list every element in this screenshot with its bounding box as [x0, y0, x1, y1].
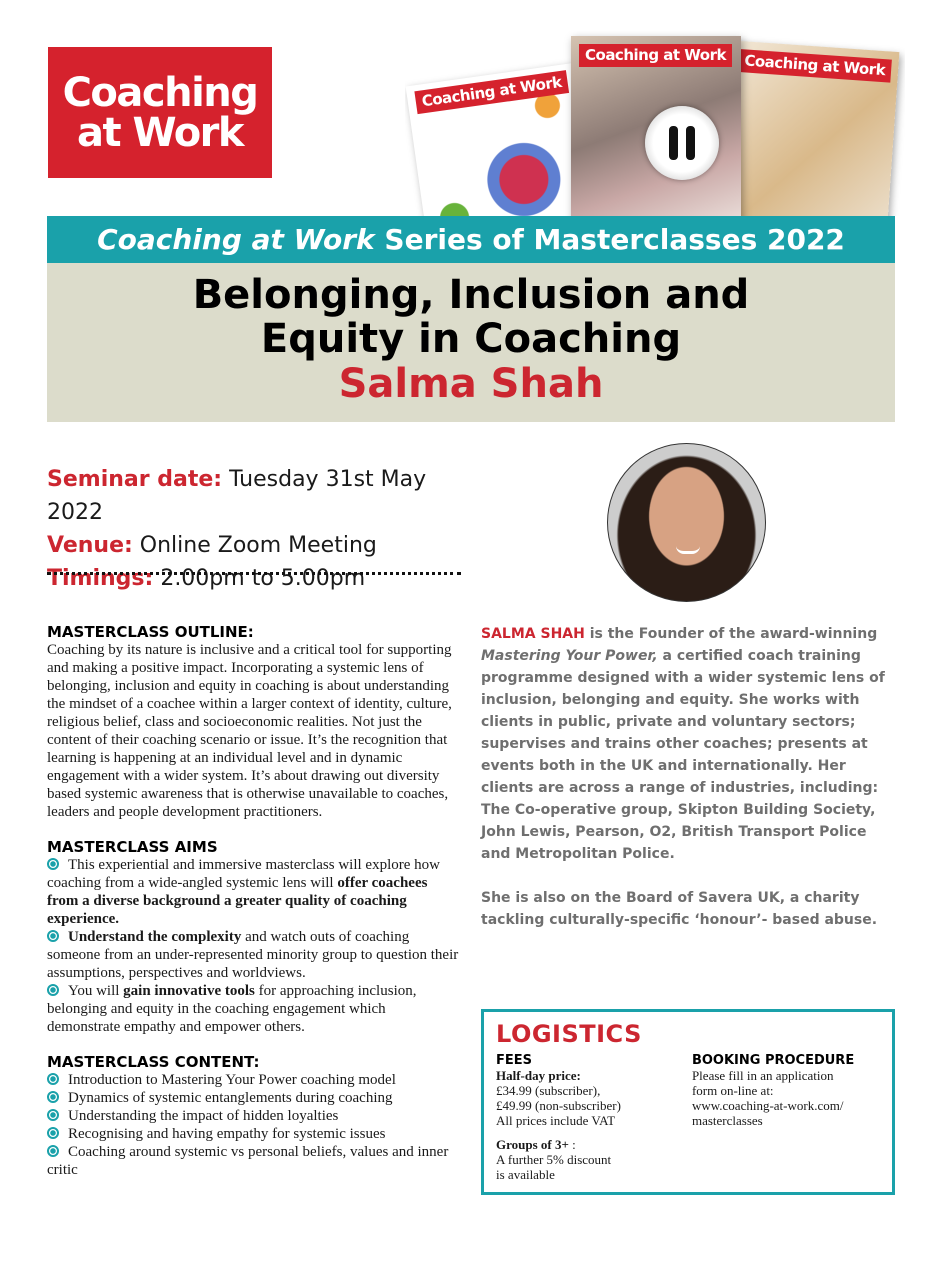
aim-item: This experiential and immersive masterclass will explore how coaching from a wide-angled systemic lens will offer coachees from a diverse background a greater quality of coaching experience. — [47, 857, 440, 927]
bullet-icon — [47, 1073, 59, 1085]
outline-body: Coaching by its nature is inclusive and a critical tool for supporting and making a positive impact. Incorporating a systemic lens of belonging, inclusion and equity in coaching is about understanding the mindset of a coachee within a larger context of identity, culture, religious belief, class and socioeconomic realities. Not just the content of their coaching scenario or issue. It’s the recognition that learning is happening at an individual level and in dynamic engagement with a wider system. It’s about drawing out diversity based systemic awareness that is otherwise unavailable to coaches, leaders and people development practitioners. — [47, 642, 452, 820]
cover-masthead: Coaching at Work — [738, 49, 892, 83]
venue-label: Venue: — [47, 533, 133, 558]
pause-icon[interactable] — [645, 106, 719, 180]
booking-url[interactable]: www.coaching-at-work.com/ — [691, 1098, 844, 1113]
series-title-italic: Coaching at Work — [97, 223, 375, 256]
bullet-icon — [47, 1091, 59, 1103]
booking-heading: BOOKING PROCEDURE — [691, 1053, 855, 1068]
fees-section: FEES Half-day price: £34.99 (subscriber), £49.99 (non-subscriber) All prices include VAT Groups of 3+ : A further 5% discount is available — [496, 1053, 692, 1182]
discount-line-1: A further 5% discount — [496, 1152, 612, 1167]
bullet-icon — [47, 1127, 59, 1139]
content-heading: MASTERCLASS CONTENT: — [47, 1053, 260, 1071]
masterclass-details — [47, 623, 461, 1179]
title-box — [47, 263, 895, 422]
price-label: Half-day price: — [496, 1068, 581, 1083]
discount-line-2: is available — [496, 1167, 555, 1182]
outline-heading: MASTERCLASS OUTLINE: — [47, 623, 254, 641]
speaker-photo — [607, 443, 766, 602]
vat-note: All prices include VAT — [496, 1113, 616, 1128]
bullet-icon — [47, 1109, 59, 1121]
magazine-cover — [406, 63, 597, 216]
price-subscriber: £34.99 (subscriber), — [496, 1083, 601, 1098]
fees-heading: FEES — [496, 1053, 533, 1068]
seminar-date — [47, 463, 467, 529]
booking-line-2: form on-line at: — [691, 1083, 774, 1098]
magazine-cover — [717, 40, 900, 216]
logo-line-1: Coaching — [62, 69, 258, 116]
bullet-icon — [47, 930, 59, 942]
date-label: Seminar date: — [47, 467, 223, 492]
cover-masthead: Coaching at Work — [414, 70, 569, 114]
title-line-2: Equity in Coaching — [260, 316, 682, 362]
aim-item: Understand the complexity and watch outs of coaching someone from an under-represented minority group to question their assumptions, perspectives and worldviews. — [47, 929, 459, 981]
title-line-1: Belonging, Inclusion and — [192, 272, 750, 318]
cover-masthead: Coaching at Work — [579, 44, 732, 67]
content-item: Understanding the impact of hidden loyalties — [47, 1107, 461, 1125]
timings-value: 2.00pm to 5.00pm — [153, 566, 366, 591]
booking-line-1: Please fill in an application — [691, 1068, 834, 1083]
venue — [47, 529, 467, 562]
price-non-subscriber: £49.99 (non-subscriber) — [496, 1098, 621, 1113]
aims-heading: MASTERCLASS AIMS — [47, 838, 218, 856]
content-item: Recognising and having empathy for systemic issues — [47, 1125, 461, 1143]
booking-url-cont[interactable]: masterclasses — [691, 1113, 763, 1128]
bullet-icon — [47, 984, 59, 996]
dotted-divider — [47, 572, 461, 575]
logo-line-2: at Work — [76, 109, 244, 156]
groups-label: Groups of 3+ — [496, 1137, 569, 1152]
programme-name: Mastering Your Power, — [481, 648, 658, 664]
date-value: Tuesday 31st May 2022 — [47, 467, 427, 525]
series-banner — [47, 216, 895, 263]
bullet-icon — [47, 858, 59, 870]
bullet-icon — [47, 1145, 59, 1157]
speaker-bio — [481, 623, 893, 931]
aim-item: You will gain innovative tools for approaching inclusion, belonging and equity in the coaching engagement which demonstrate empathy and empower others. — [47, 983, 417, 1035]
timings-label: Timings: — [47, 566, 154, 591]
logistics-box — [481, 1009, 895, 1195]
seminar-info — [47, 463, 467, 595]
content-item: Dynamics of systemic entanglements during coaching — [47, 1089, 461, 1107]
bio-paragraph: SALMA SHAH is the Founder of the award-winning Mastering Your Power, a certified coach training programme designed with a wider systemic lens of inclusion, belonging and equity. She works with clients in public, private and voluntary sectors; supervises and trains other coaches; presents at events both in the UK and internationally. Her clients are across a range of industries, including: The Co-operative group, Skipton Building Society, John Lewis, Pearson, O2, British Transport Police and Metropolitan Police. — [481, 626, 885, 862]
bio-name: SALMA SHAH — [481, 626, 585, 642]
magazine-covers — [405, 30, 905, 216]
coaching-at-work-logo — [48, 47, 272, 178]
series-title-rest: Series of Masterclasses 2022 — [374, 223, 845, 256]
booking-section — [692, 1053, 880, 1182]
timings — [47, 562, 467, 595]
speaker-name: Salma Shah — [338, 361, 604, 407]
bio-paragraph-2: She is also on the Board of Savera UK, a charity tackling culturally-specific ‘honour’- based abuse. — [481, 890, 878, 928]
logistics-heading: LOGISTICS — [496, 1020, 642, 1048]
content-item: Introduction to Mastering Your Power coaching model — [47, 1071, 461, 1089]
venue-value: Online Zoom Meeting — [132, 533, 377, 558]
content-item: Coaching around systemic vs personal beliefs, values and inner critic — [47, 1144, 449, 1178]
